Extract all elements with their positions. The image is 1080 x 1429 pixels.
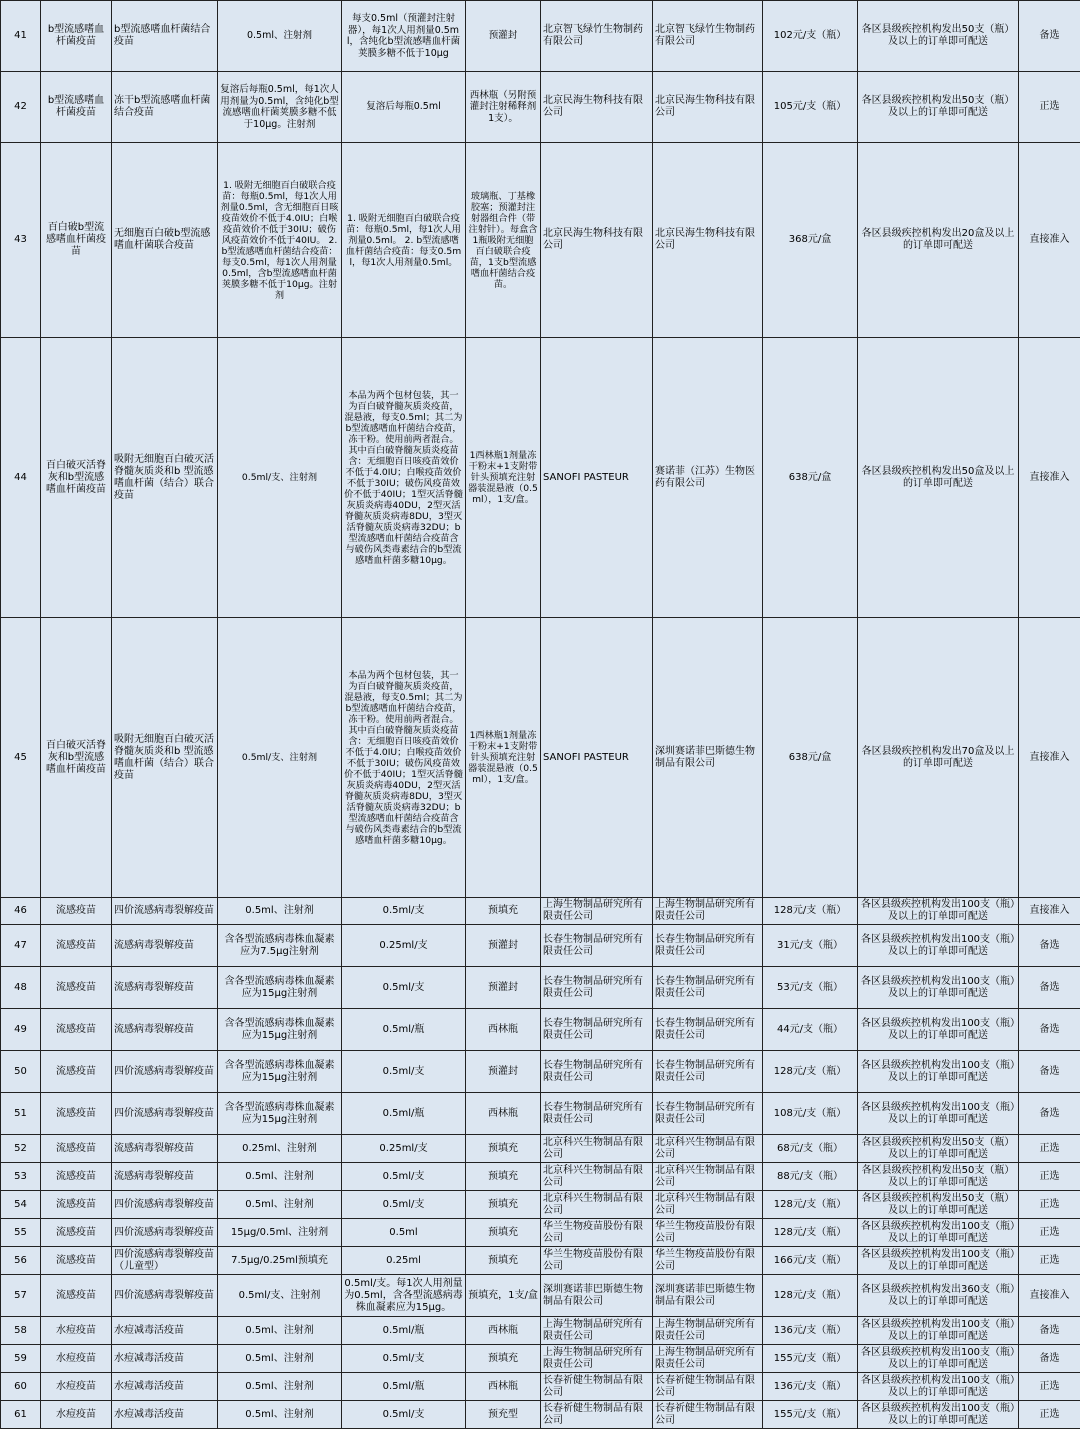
selection-status-cell: 正选 [1019, 1191, 1080, 1219]
dosage-form-cell: 预灌封 [466, 1051, 541, 1093]
applicant-cell: 华兰生物疫苗股份有限公司 [541, 1219, 653, 1247]
row-number-cell: 48 [1, 967, 41, 1009]
package-spec-cell: 0.5ml [342, 1219, 466, 1247]
package-spec-cell: 0.5ml/瓶 [342, 1009, 466, 1051]
vaccine-name-cell: 流感疫苗 [41, 1275, 112, 1317]
vaccine-name-cell: 流感疫苗 [41, 967, 112, 1009]
package-spec-cell: 0.25ml/支 [342, 925, 466, 967]
dosage-form-cell: 西林瓶 [466, 1317, 541, 1345]
applicant-cell: SANOFI PASTEUR [541, 618, 653, 898]
manufacturer-cell: 上海生物制品研究所有限责任公司 [653, 1345, 763, 1373]
table-row [1, 967, 1080, 1009]
selection-status-cell: 正选 [1019, 1401, 1080, 1429]
product-name-cell: 水痘减毒活疫苗 [112, 1317, 218, 1345]
package-spec-cell: 0.5ml/支 [342, 1191, 466, 1219]
price-cell: 88元/支（瓶） [763, 1163, 858, 1191]
delivery-terms-cell: 各区县级疾控机构发出100支（瓶）及以上的订单即可配送 [858, 1401, 1019, 1429]
vaccine-name-cell: 水痘疫苗 [41, 1345, 112, 1373]
vaccine-name-cell: 流感疫苗 [41, 1135, 112, 1163]
package-spec-cell: 0.25ml [342, 1247, 466, 1275]
row-number-cell: 58 [1, 1317, 41, 1345]
specification-cell: 0.5ml/支、注射剂 [218, 338, 342, 618]
delivery-terms-cell: 各区县级疾控机构发出50支（瓶）及以上的订单即可配送 [858, 72, 1019, 143]
specification-cell: 0.5ml/支、注射剂 [218, 618, 342, 898]
dosage-form-cell: 1西林瓶1剂量冻干粉末+1支附带针头预填充注射器装混悬液（0.5ml），1支/盒。 [466, 338, 541, 618]
delivery-terms-cell: 各区县级疾控机构发出100支（瓶）及以上的订单即可配送 [858, 898, 1019, 925]
delivery-terms-cell: 各区县级疾控机构发出50盒及以上的订单即可配送 [858, 338, 1019, 618]
selection-status-cell: 正选 [1019, 1219, 1080, 1247]
package-spec-cell: 0.5ml/瓶 [342, 1373, 466, 1401]
specification-cell: 含各型流感病毒株血凝素应为7.5μg注射剂 [218, 925, 342, 967]
applicant-cell: 华兰生物疫苗股份有限公司 [541, 1247, 653, 1275]
vaccine-name-cell: b型流感嗜血杆菌疫苗 [41, 72, 112, 143]
table-row [1, 72, 1080, 143]
delivery-terms-cell: 各区县级疾控机构发出20盒及以上的订单即可配送 [858, 143, 1019, 338]
dosage-form-cell: 西林瓶（另附预灌封注射稀释剂1支）。 [466, 72, 541, 143]
specification-cell: 含各型流感病毒株血凝素应为15μg注射剂 [218, 1009, 342, 1051]
selection-status-cell: 备选 [1019, 1345, 1080, 1373]
row-number-cell: 45 [1, 618, 41, 898]
selection-status-cell: 备选 [1019, 1093, 1080, 1135]
row-number-cell: 52 [1, 1135, 41, 1163]
table-row [1, 618, 1080, 898]
package-spec-cell: 0.5ml/支。每1次人用剂量为0.5ml，含各型流感病毒株血凝素应为15μg。 [342, 1275, 466, 1317]
delivery-terms-cell: 各区县级疾控机构发出100支（瓶）及以上的订单即可配送 [858, 967, 1019, 1009]
selection-status-cell: 备选 [1019, 967, 1080, 1009]
manufacturer-cell: 深圳赛诺菲巴斯德生物制品有限公司 [653, 618, 763, 898]
applicant-cell: 长春祈健生物制品有限公司 [541, 1373, 653, 1401]
dosage-form-cell: 预灌封 [466, 1, 541, 72]
vaccine-name-cell: 流感疫苗 [41, 1219, 112, 1247]
manufacturer-cell: 北京科兴生物制品有限公司 [653, 1163, 763, 1191]
table-row [1, 1247, 1080, 1275]
package-spec-cell: 每支0.5ml（预灌封注射器），每1次人用剂量0.5ml，含纯化b型流感嗜血杆菌荚膜多糖不低于10μg [342, 1, 466, 72]
table-row [1, 1135, 1080, 1163]
vaccine-name-cell: 流感疫苗 [41, 1191, 112, 1219]
vaccine-name-cell: 流感疫苗 [41, 1247, 112, 1275]
specification-cell: 0.5ml、注射剂 [218, 1163, 342, 1191]
manufacturer-cell: 长春生物制品研究所有限责任公司 [653, 1093, 763, 1135]
selection-status-cell: 直接准入 [1019, 618, 1080, 898]
row-number-cell: 61 [1, 1401, 41, 1429]
price-cell: 155元/支（瓶） [763, 1401, 858, 1429]
vaccine-name-cell: 流感疫苗 [41, 925, 112, 967]
manufacturer-cell: 赛诺菲（江苏）生物医药有限公司 [653, 338, 763, 618]
dosage-form-cell: 预灌封 [466, 967, 541, 1009]
selection-status-cell: 直接准入 [1019, 143, 1080, 338]
vaccine-name-cell: 流感疫苗 [41, 1163, 112, 1191]
row-number-cell: 46 [1, 898, 41, 925]
applicant-cell: 北京科兴生物制品有限公司 [541, 1135, 653, 1163]
applicant-cell: 北京智飞绿竹生物制药有限公司 [541, 1, 653, 72]
row-number-cell: 51 [1, 1093, 41, 1135]
price-cell: 638元/盒 [763, 618, 858, 898]
price-cell: 128元/支（瓶） [763, 1191, 858, 1219]
row-number-cell: 43 [1, 143, 41, 338]
manufacturer-cell: 北京民海生物科技有限公司 [653, 143, 763, 338]
table-row [1, 1163, 1080, 1191]
package-spec-cell: 本品为两个包材包装，其一为百白破脊髓灰质炎疫苗，混悬液，每支0.5ml；其二为b型流感嗜血杆菌结合疫苗，冻干粉。使用前两者混合。其中百白破脊髓灰质炎疫苗含：无细胞百日咳疫苗效价不低于4.0IU；白喉疫苗效价不低于30IU；破伤风疫苗效价不低于40IU；1型灭活脊髓灰质炎病毒40DU，2型灭活脊髓灰质炎病毒8DU，3型灭活脊髓灰质炎病毒32DU；b型流感嗜血杆菌结合疫苗含与破伤风类毒素结合的b型流感嗜血杆菌多糖10μg。 [342, 338, 466, 618]
selection-status-cell: 正选 [1019, 1135, 1080, 1163]
row-number-cell: 44 [1, 338, 41, 618]
package-spec-cell: 0.5ml/支 [342, 967, 466, 1009]
vaccine-name-cell: 流感疫苗 [41, 1093, 112, 1135]
specification-cell: 0.5ml、注射剂 [218, 1317, 342, 1345]
price-cell: 155元/支（瓶） [763, 1345, 858, 1373]
product-name-cell: 四价流感病毒裂解疫苗 [112, 1219, 218, 1247]
delivery-terms-cell: 各区县级疾控机构发出100支（瓶）及以上的订单即可配送 [858, 1317, 1019, 1345]
product-name-cell: b型流感嗜血杆菌结合疫苗 [112, 1, 218, 72]
row-number-cell: 60 [1, 1373, 41, 1401]
applicant-cell: SANOFI PASTEUR [541, 338, 653, 618]
delivery-terms-cell: 各区县级疾控机构发出50支（瓶）及以上的订单即可配送 [858, 1191, 1019, 1219]
table-row [1, 925, 1080, 967]
manufacturer-cell: 北京科兴生物制品有限公司 [653, 1135, 763, 1163]
applicant-cell: 上海生物制品研究所有限责任公司 [541, 898, 653, 925]
selection-status-cell: 备选 [1019, 1009, 1080, 1051]
row-number-cell: 57 [1, 1275, 41, 1317]
row-number-cell: 49 [1, 1009, 41, 1051]
table-row [1, 1401, 1080, 1429]
row-number-cell: 47 [1, 925, 41, 967]
specification-cell: 0.5ml、注射剂 [218, 1191, 342, 1219]
price-cell: 108元/支（瓶） [763, 1093, 858, 1135]
package-spec-cell: 本品为两个包材包装，其一为百白破脊髓灰质炎疫苗，混悬液，每支0.5ml；其二为b型流感嗜血杆菌结合疫苗，冻干粉。使用前两者混合。其中百白破脊髓灰质炎疫苗含：无细胞百日咳疫苗效价不低于4.0IU；白喉疫苗效价不低于30IU；破伤风疫苗效价不低于40IU；1型灭活脊髓灰质炎病毒40DU，2型灭活脊髓灰质炎病毒8DU，3型灭活脊髓灰质炎病毒32DU；b型流感嗜血杆菌结合疫苗含与破伤风类毒素结合的b型流感嗜血杆菌多糖10μg。 [342, 618, 466, 898]
product-name-cell: 冻干b型流感嗜血杆菌结合疫苗 [112, 72, 218, 143]
manufacturer-cell: 北京科兴生物制品有限公司 [653, 1191, 763, 1219]
package-spec-cell: 1. 吸附无细胞百白破联合疫苗：每瓶0.5ml，每1次人用剂量0.5ml。 2. b型流感嗜血杆菌结合疫苗：每支0.5ml，每1次人用剂量0.5ml。 [342, 143, 466, 338]
product-name-cell: 四价流感病毒裂解疫苗 [112, 1191, 218, 1219]
manufacturer-cell: 华兰生物疫苗股份有限公司 [653, 1247, 763, 1275]
delivery-terms-cell: 各区县级疾控机构发出100支（瓶）及以上的订单即可配送 [858, 1345, 1019, 1373]
table-row [1, 1373, 1080, 1401]
dosage-form-cell: 西林瓶 [466, 1093, 541, 1135]
selection-status-cell: 备选 [1019, 1317, 1080, 1345]
delivery-terms-cell: 各区县级疾控机构发出70盒及以上的订单即可配送 [858, 618, 1019, 898]
applicant-cell: 长春生物制品研究所有限责任公司 [541, 1051, 653, 1093]
manufacturer-cell: 长春生物制品研究所有限责任公司 [653, 925, 763, 967]
specification-cell: 0.5ml、注射剂 [218, 1401, 342, 1429]
selection-status-cell: 直接准入 [1019, 898, 1080, 925]
package-spec-cell: 复溶后每瓶0.5ml [342, 72, 466, 143]
product-name-cell: 水痘减毒活疫苗 [112, 1345, 218, 1373]
selection-status-cell: 正选 [1019, 1163, 1080, 1191]
table-row [1, 1, 1080, 72]
product-name-cell: 流感病毒裂解疫苗 [112, 967, 218, 1009]
product-name-cell: 流感病毒裂解疫苗 [112, 1009, 218, 1051]
applicant-cell: 上海生物制品研究所有限责任公司 [541, 1317, 653, 1345]
selection-status-cell: 备选 [1019, 925, 1080, 967]
selection-status-cell: 正选 [1019, 72, 1080, 143]
product-name-cell: 流感病毒裂解疫苗 [112, 1135, 218, 1163]
dosage-form-cell: 预灌封 [466, 925, 541, 967]
product-name-cell: 四价流感病毒裂解疫苗 [112, 898, 218, 925]
row-number-cell: 53 [1, 1163, 41, 1191]
manufacturer-cell: 深圳赛诺菲巴斯德生物制品有限公司 [653, 1275, 763, 1317]
manufacturer-cell: 长春祈健生物制品有限公司 [653, 1373, 763, 1401]
applicant-cell: 北京民海生物科技有限公司 [541, 143, 653, 338]
manufacturer-cell: 华兰生物疫苗股份有限公司 [653, 1219, 763, 1247]
product-name-cell: 水痘减毒活疫苗 [112, 1401, 218, 1429]
table-row [1, 1219, 1080, 1247]
delivery-terms-cell: 各区县级疾控机构发出100支（瓶）及以上的订单即可配送 [858, 1009, 1019, 1051]
applicant-cell: 长春生物制品研究所有限责任公司 [541, 1009, 653, 1051]
dosage-form-cell: 预填充 [466, 1163, 541, 1191]
specification-cell: 0.5ml、注射剂 [218, 1373, 342, 1401]
delivery-terms-cell: 各区县级疾控机构发出100支（瓶）及以上的订单即可配送 [858, 1051, 1019, 1093]
delivery-terms-cell: 各区县级疾控机构发出50支（瓶）及以上的订单即可配送 [858, 1163, 1019, 1191]
package-spec-cell: 0.5ml/支 [342, 1163, 466, 1191]
package-spec-cell: 0.5ml/瓶 [342, 1317, 466, 1345]
dosage-form-cell: 预填充 [466, 898, 541, 925]
delivery-terms-cell: 各区县级疾控机构发出50支（瓶）及以上的订单即可配送 [858, 1135, 1019, 1163]
dosage-form-cell: 预填充 [466, 1345, 541, 1373]
vaccine-name-cell: b型流感嗜血杆菌疫苗 [41, 1, 112, 72]
applicant-cell: 长春生物制品研究所有限责任公司 [541, 925, 653, 967]
product-name-cell: 四价流感病毒裂解疫苗（儿童型） [112, 1247, 218, 1275]
table-row [1, 338, 1080, 618]
dosage-form-cell: 西林瓶 [466, 1373, 541, 1401]
price-cell: 128元/支（瓶） [763, 1275, 858, 1317]
specification-cell: 复溶后每瓶0.5ml，每1次人用剂量为0.5ml，含纯化b型流感嗜血杆菌荚膜多糖不低于10μg。注射剂 [218, 72, 342, 143]
table-body [1, 1, 1080, 1429]
dosage-form-cell: 预填充 [466, 1219, 541, 1247]
table-row [1, 1009, 1080, 1051]
delivery-terms-cell: 各区县级疾控机构发出100支（瓶）及以上的订单即可配送 [858, 1093, 1019, 1135]
delivery-terms-cell: 各区县级疾控机构发出360支（瓶）及以上的订单即可配送 [858, 1275, 1019, 1317]
price-cell: 102元/支（瓶） [763, 1, 858, 72]
applicant-cell: 北京民海生物科技有限公司 [541, 72, 653, 143]
table-row [1, 898, 1080, 925]
vaccine-name-cell: 流感疫苗 [41, 1051, 112, 1093]
row-number-cell: 41 [1, 1, 41, 72]
product-name-cell: 水痘减毒活疫苗 [112, 1373, 218, 1401]
table-row [1, 1345, 1080, 1373]
price-cell: 128元/支（瓶） [763, 1219, 858, 1247]
vaccine-name-cell: 水痘疫苗 [41, 1373, 112, 1401]
applicant-cell: 深圳赛诺菲巴斯德生物制品有限公司 [541, 1275, 653, 1317]
product-name-cell: 四价流感病毒裂解疫苗 [112, 1093, 218, 1135]
price-cell: 68元/支（瓶） [763, 1135, 858, 1163]
price-cell: 128元/支（瓶） [763, 898, 858, 925]
product-name-cell: 流感病毒裂解疫苗 [112, 1163, 218, 1191]
table-row [1, 1191, 1080, 1219]
applicant-cell: 北京科兴生物制品有限公司 [541, 1191, 653, 1219]
price-cell: 136元/支（瓶） [763, 1373, 858, 1401]
applicant-cell: 上海生物制品研究所有限责任公司 [541, 1345, 653, 1373]
row-number-cell: 54 [1, 1191, 41, 1219]
price-cell: 31元/支（瓶） [763, 925, 858, 967]
selection-status-cell: 备选 [1019, 1, 1080, 72]
selection-status-cell: 正选 [1019, 1247, 1080, 1275]
specification-cell: 含各型流感病毒株血凝素应为15μg注射剂 [218, 967, 342, 1009]
vaccine-name-cell: 百白破b型流感嗜血杆菌疫苗 [41, 143, 112, 338]
table-row [1, 143, 1080, 338]
table-row [1, 1093, 1080, 1135]
dosage-form-cell: 玻璃瓶、丁基橡胶塞；预灌封注射器组合件（带注射针）。每盒含1瓶吸附无细胞百白破联合疫苗，1支b型流感嗜血杆菌结合疫苗。 [466, 143, 541, 338]
product-name-cell: 四价流感病毒裂解疫苗 [112, 1051, 218, 1093]
selection-status-cell: 直接准入 [1019, 1275, 1080, 1317]
table-row [1, 1051, 1080, 1093]
applicant-cell: 北京科兴生物制品有限公司 [541, 1163, 653, 1191]
dosage-form-cell: 1西林瓶1剂量冻干粉末+1支附带针头预填充注射器装混悬液（0.5ml），1支/盒。 [466, 618, 541, 898]
specification-cell: 含各型流感病毒株血凝素应为15μg注射剂 [218, 1093, 342, 1135]
package-spec-cell: 0.5ml/支 [342, 898, 466, 925]
package-spec-cell: 0.25ml/支 [342, 1135, 466, 1163]
vaccine-name-cell: 百白破灭活脊灰和b型流感嗜血杆菌疫苗 [41, 338, 112, 618]
price-cell: 128元/支（瓶） [763, 1051, 858, 1093]
applicant-cell: 长春生物制品研究所有限责任公司 [541, 967, 653, 1009]
package-spec-cell: 0.5ml/支 [342, 1345, 466, 1373]
specification-cell: 15μg/0.5ml、注射剂 [218, 1219, 342, 1247]
manufacturer-cell: 北京智飞绿竹生物制药有限公司 [653, 1, 763, 72]
manufacturer-cell: 长春生物制品研究所有限责任公司 [653, 967, 763, 1009]
manufacturer-cell: 北京民海生物科技有限公司 [653, 72, 763, 143]
specification-cell: 0.5ml/支、注射剂 [218, 1275, 342, 1317]
price-cell: 136元/支（瓶） [763, 1317, 858, 1345]
vaccine-name-cell: 水痘疫苗 [41, 1317, 112, 1345]
delivery-terms-cell: 各区县级疾控机构发出100支（瓶）及以上的订单即可配送 [858, 925, 1019, 967]
specification-cell: 0.25ml、注射剂 [218, 1135, 342, 1163]
table-row [1, 1275, 1080, 1317]
row-number-cell: 50 [1, 1051, 41, 1093]
manufacturer-cell: 长春生物制品研究所有限责任公司 [653, 1009, 763, 1051]
specification-cell: 0.5ml、注射剂 [218, 1, 342, 72]
specification-cell: 0.5ml、注射剂 [218, 898, 342, 925]
delivery-terms-cell: 各区县级疾控机构发出100支（瓶）及以上的订单即可配送 [858, 1247, 1019, 1275]
selection-status-cell: 直接准入 [1019, 338, 1080, 618]
applicant-cell: 长春祈健生物制品有限公司 [541, 1401, 653, 1429]
price-cell: 166元/支（瓶） [763, 1247, 858, 1275]
delivery-terms-cell: 各区县级疾控机构发出100支（瓶）及以上的订单即可配送 [858, 1373, 1019, 1401]
specification-cell: 0.5ml、注射剂 [218, 1345, 342, 1373]
delivery-terms-cell: 各区县级疾控机构发出50支（瓶）及以上的订单即可配送 [858, 1, 1019, 72]
delivery-terms-cell: 各区县级疾控机构发出100支（瓶）及以上的订单即可配送 [858, 1219, 1019, 1247]
product-name-cell: 四价流感病毒裂解疫苗 [112, 1275, 218, 1317]
manufacturer-cell: 长春祈健生物制品有限公司 [653, 1401, 763, 1429]
row-number-cell: 59 [1, 1345, 41, 1373]
dosage-form-cell: 预填充，1支/盒 [466, 1275, 541, 1317]
table-row [1, 1317, 1080, 1345]
specification-cell: 含各型流感病毒株血凝素应为15μg注射剂 [218, 1051, 342, 1093]
specification-cell: 7.5μg/0.25ml预填充 [218, 1247, 342, 1275]
selection-status-cell: 备选 [1019, 1051, 1080, 1093]
vaccine-name-cell: 百白破灭活脊灰和b型流感嗜血杆菌疫苗 [41, 618, 112, 898]
price-cell: 105元/支（瓶） [763, 72, 858, 143]
row-number-cell: 55 [1, 1219, 41, 1247]
manufacturer-cell: 上海生物制品研究所有限责任公司 [653, 898, 763, 925]
price-cell: 638元/盒 [763, 338, 858, 618]
dosage-form-cell: 预填充 [466, 1135, 541, 1163]
vaccine-name-cell: 水痘疫苗 [41, 1401, 112, 1429]
manufacturer-cell: 长春生物制品研究所有限责任公司 [653, 1051, 763, 1093]
package-spec-cell: 0.5ml/瓶 [342, 1093, 466, 1135]
price-cell: 53元/支（瓶） [763, 967, 858, 1009]
product-name-cell: 无细胞百白破b型流感嗜血杆菌联合疫苗 [112, 143, 218, 338]
price-cell: 44元/支（瓶） [763, 1009, 858, 1051]
dosage-form-cell: 预充型 [466, 1401, 541, 1429]
vaccine-name-cell: 流感疫苗 [41, 1009, 112, 1051]
product-name-cell: 流感病毒裂解疫苗 [112, 925, 218, 967]
manufacturer-cell: 上海生物制品研究所有限责任公司 [653, 1317, 763, 1345]
dosage-form-cell: 预填充 [466, 1247, 541, 1275]
selection-status-cell: 正选 [1019, 1373, 1080, 1401]
product-name-cell: 吸附无细胞百白破灭活脊髓灰质炎和b 型流感嗜血杆菌（结合）联合疫苗 [112, 618, 218, 898]
applicant-cell: 长春生物制品研究所有限责任公司 [541, 1093, 653, 1135]
product-name-cell: 吸附无细胞百白破灭活脊髓灰质炎和b 型流感嗜血杆菌（结合）联合疫苗 [112, 338, 218, 618]
specification-cell: 1. 吸附无细胞百白破联合疫苗：每瓶0.5ml，每1次人用剂量0.5ml，含无细胞百日咳疫苗效价不低于4.0IU；白喉疫苗效价不低于30IU；破伤风疫苗效价不低于40IU。 2. b型流感嗜血杆菌结合疫苗：每支0.5ml，每1次人用剂量0.5ml，含b型流感嗜血杆菌荚膜多糖不低于10μg。注射剂 [218, 143, 342, 338]
price-cell: 368元/盒 [763, 143, 858, 338]
dosage-form-cell: 西林瓶 [466, 1009, 541, 1051]
dosage-form-cell: 预填充 [466, 1191, 541, 1219]
vaccine-name-cell: 流感疫苗 [41, 898, 112, 925]
package-spec-cell: 0.5ml/支 [342, 1401, 466, 1429]
package-spec-cell: 0.5ml/支 [342, 1051, 466, 1093]
row-number-cell: 42 [1, 72, 41, 143]
row-number-cell: 56 [1, 1247, 41, 1275]
